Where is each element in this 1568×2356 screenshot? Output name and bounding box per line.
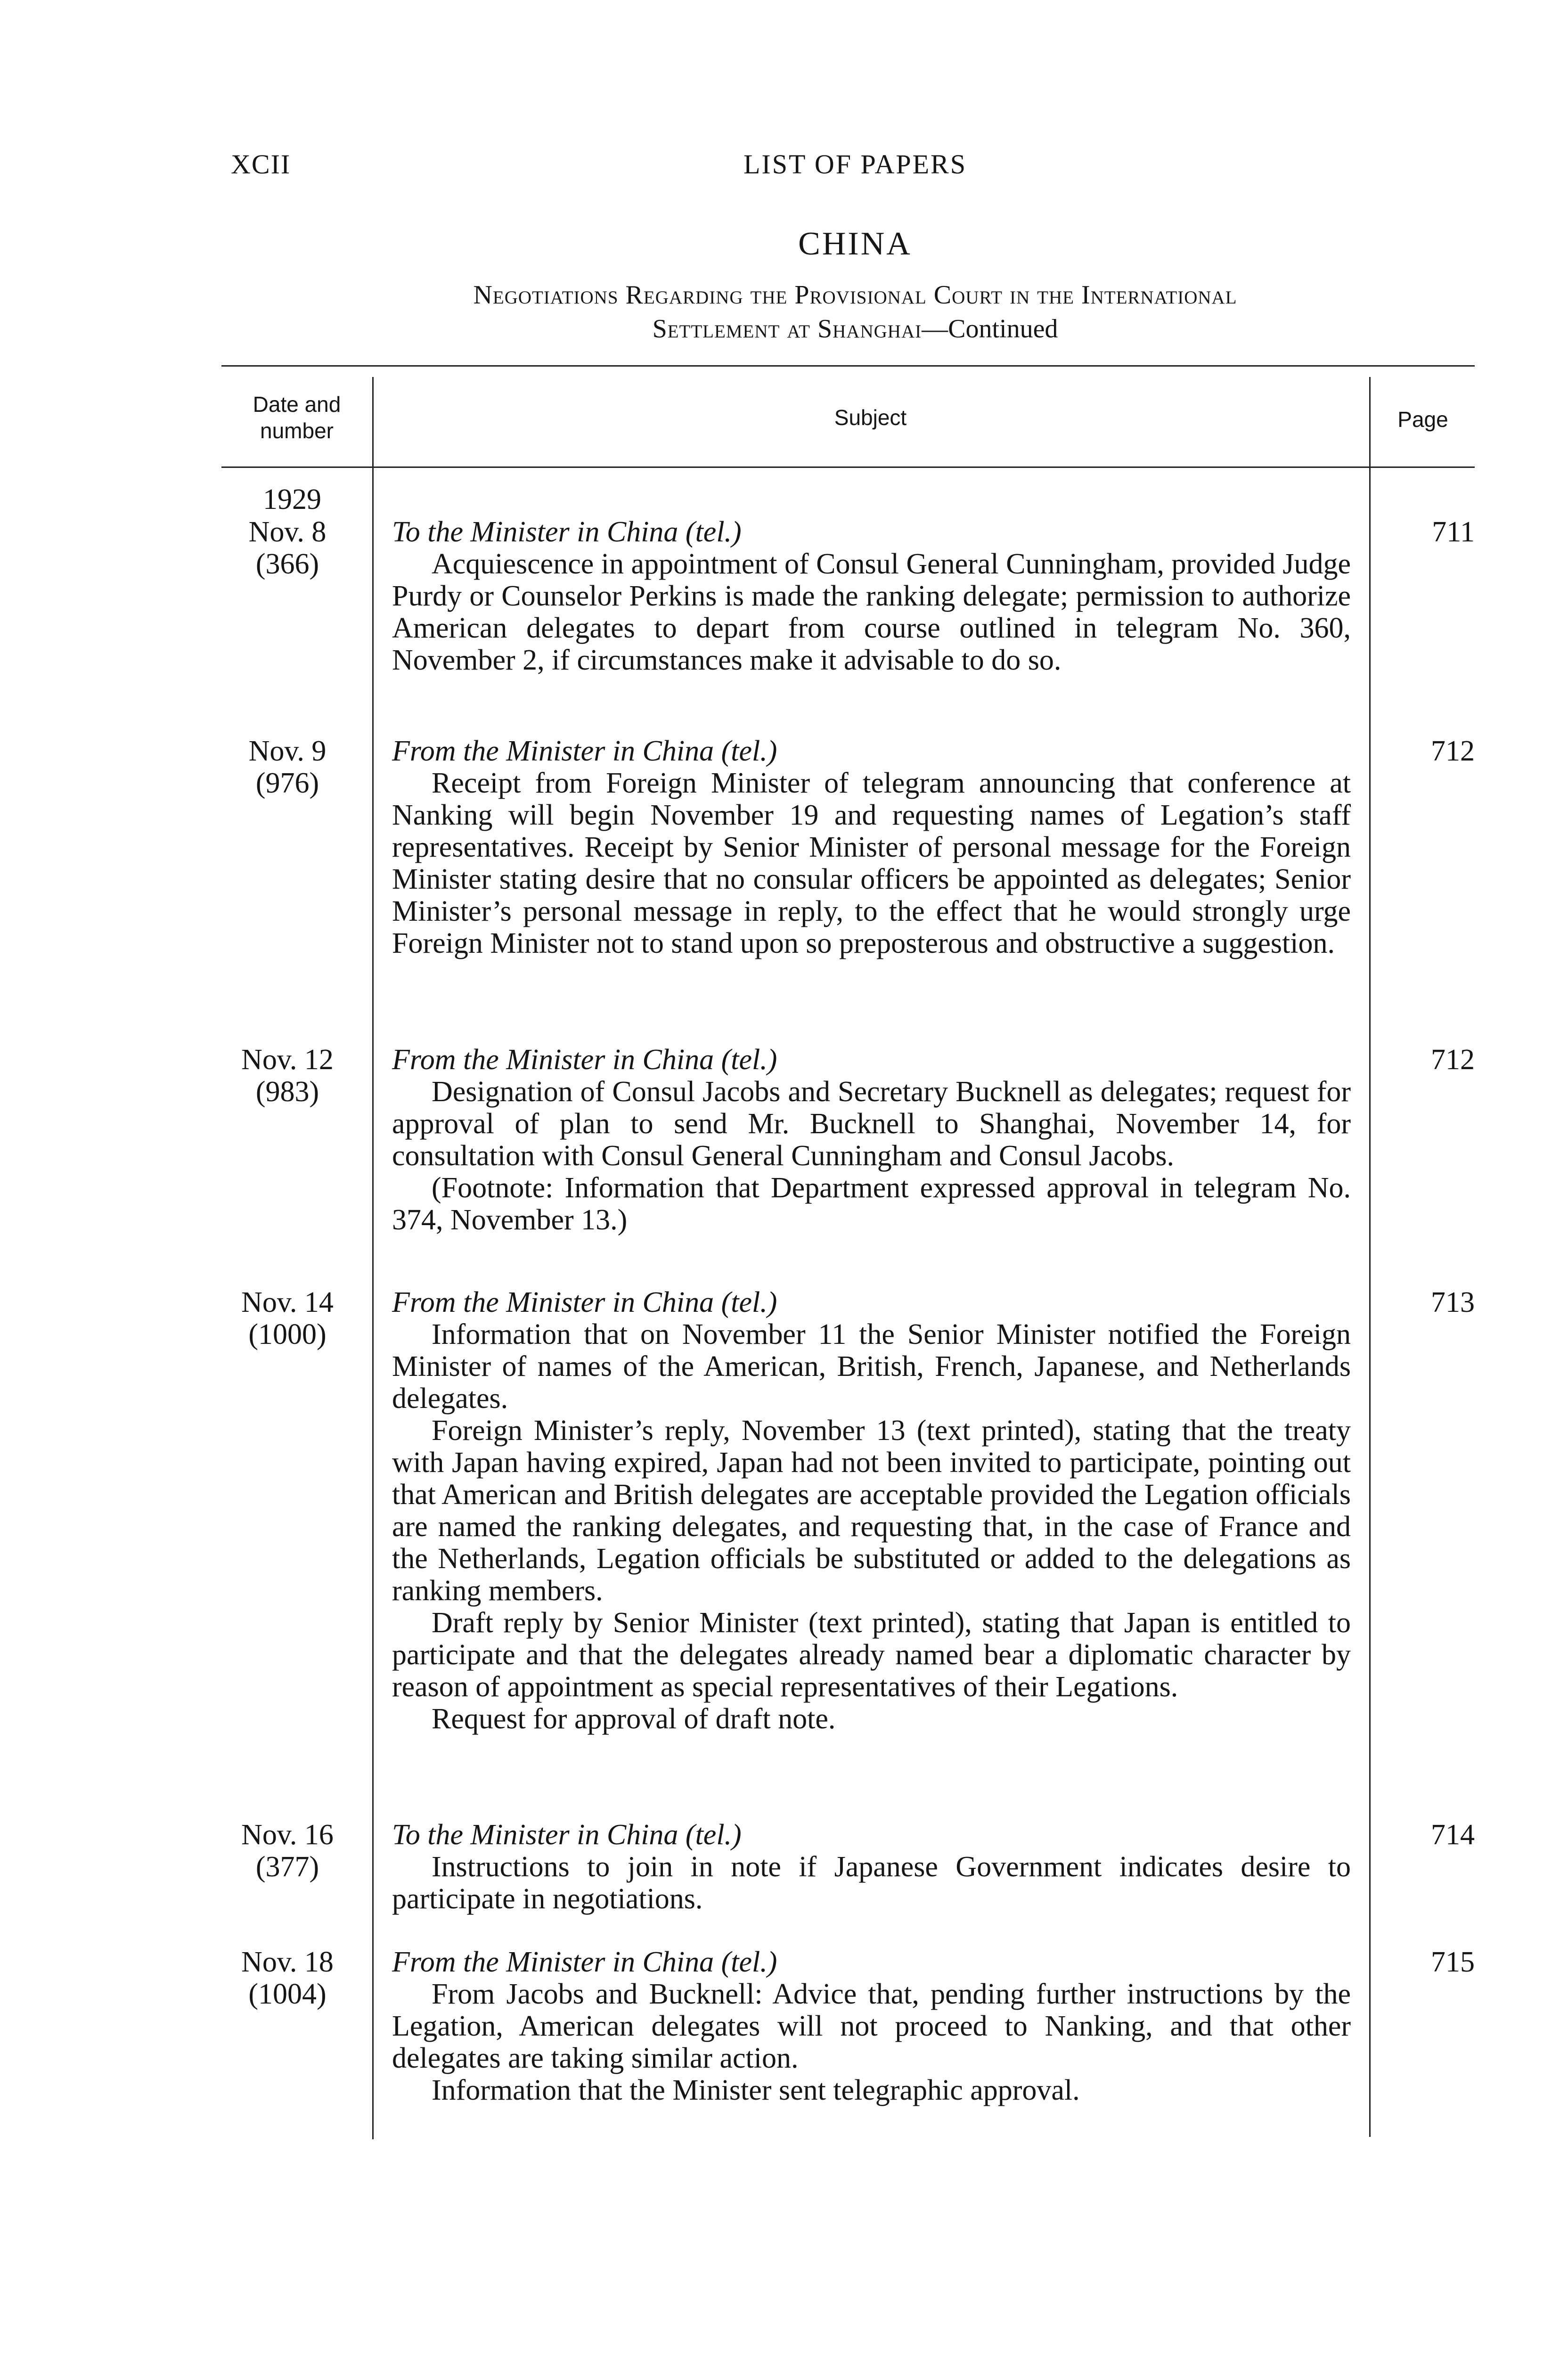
entry-number: (976) (255, 767, 319, 799)
column-header-subject (375, 404, 1366, 431)
entry-date-value: Nov. 14 (241, 1286, 334, 1318)
entry-heading: From the Minister in China (tel.) (392, 735, 777, 767)
entry-subject (392, 1286, 1351, 1735)
entry-page: 712 (1431, 1044, 1475, 1076)
entry-paragraph: Request for approval of draft note. (432, 1703, 836, 1735)
entry-heading: To the Minister in China (tel.) (392, 516, 742, 548)
entry-date (221, 735, 353, 799)
entry-paragraph: Foreign Minister’s reply, November 13 (text printed), stating that the treaty with Japan having expired, Japan had not been invited to participate, pointing out that American and British delegates are acceptable provided the Legation officials are named the ranking delegates, and requesting that, in the case of France and the Netherlands, Legation officials be substituted or added to the delegations as ranking members. (392, 1415, 1351, 1607)
entry-subject (392, 1044, 1351, 1236)
section-heading (221, 278, 1489, 346)
entry-date (221, 1044, 353, 1108)
entry-page: 715 (1431, 1946, 1475, 1978)
entry-heading: From the Minister in China (tel.) (392, 1946, 777, 1978)
column-header-date-label: Date and number (253, 392, 341, 443)
table-header-rule (221, 466, 1475, 468)
entry-paragraph: Receipt from Foreign Minister of telegram announcing that conference at Nanking will begin November 19 and requesting names of Legation’s staff representatives. Receipt by Senior Minister of personal message for the Foreign Minister stating desire that no consular officers be appointed as delegates; Senior Minister’s personal message in reply, to the effect that he would strongly urge Foreign Minister not to stand upon so preposterous and obstructive a suggestion. (392, 767, 1351, 959)
section-heading-line1: Negotiations Regarding the Provisional Court in the International (473, 280, 1237, 310)
entry-date-value: Nov. 16 (241, 1819, 334, 1851)
entry-date-value: Nov. 8 (248, 516, 327, 548)
entry-date (221, 516, 353, 580)
entry-date (221, 1819, 353, 1883)
section-heading-line2-continued: —Continued (922, 314, 1058, 344)
entry-paragraph: Draft reply by Senior Minister (text printed), stating that Japan is entitled to participate and that the delegates already named bear a diplomatic character by reason of appointment as special representatives of their Legations. (392, 1607, 1351, 1703)
table-top-rule (221, 365, 1475, 367)
column-header-page (1371, 406, 1475, 433)
section-heading-line2 (221, 312, 1489, 346)
entry-date-value: Nov. 12 (241, 1044, 334, 1076)
entry-number: (1000) (248, 1318, 327, 1350)
section-heading-line2-smallcaps: Settlement at Shanghai (652, 314, 922, 344)
column-header-page-label: Page (1397, 407, 1448, 432)
column-divider-right (1369, 377, 1371, 2137)
entry-number: (366) (255, 548, 319, 580)
column-header-date (226, 391, 368, 444)
entry-paragraph: Information that the Minister sent telegraphic approval. (432, 2074, 1080, 2106)
entry-heading: From the Minister in China (tel.) (392, 1286, 777, 1318)
entry-subject (392, 516, 1351, 676)
running-head (231, 148, 1479, 186)
entry-page: 713 (1431, 1286, 1475, 1318)
entry-date-value: Nov. 9 (248, 735, 327, 767)
entry-paragraph: Designation of Consul Jacobs and Secretary Bucknell as delegates; request for approval of plan to send Mr. Bucknell to Shanghai, November 14, for consultation with Consul General Cunningham and Consul Jacobs. (392, 1076, 1351, 1172)
entry-subject (392, 735, 1351, 959)
entry-page: 712 (1431, 735, 1475, 767)
country-heading: CHINA (798, 226, 912, 262)
column-divider-left (372, 377, 374, 2139)
entry-date (221, 1946, 353, 2010)
entry-paragraph: Information that on November 11 the Senior Minister notified the Foreign Minister of names of the American, British, French, Japanese, and Netherlands delegates. (392, 1318, 1351, 1415)
entry-page: 714 (1431, 1819, 1475, 1851)
column-header-subject-label: Subject (834, 405, 907, 430)
entry-paragraph: Instructions to join in note if Japanese Government indicates desire to participate in negotiations. (392, 1851, 1351, 1915)
folio: XCII (231, 149, 291, 180)
entry-heading: To the Minister in China (tel.) (392, 1819, 742, 1851)
entry-date (221, 1286, 353, 1350)
entry-subject (392, 1946, 1351, 2106)
entry-subject (392, 1819, 1351, 1915)
entry-number: (1004) (248, 1978, 327, 2010)
entry-paragraph: Acquiescence in appointment of Consul General Cunningham, provided Judge Purdy or Counselor Perkins is made the ranking delegate; permission to authorize American delegates to depart from course outlined in telegram No. 360, November 2, if circumstances make it advisable to do so. (392, 548, 1351, 676)
entry-footnote: (Footnote: Information that Department expressed approval in telegram No. 374, November 13.) (392, 1172, 1351, 1236)
entry-paragraph: From Jacobs and Bucknell: Advice that, pending further instructions by the Legation, American delegates will not proceed to Nanking, and that other delegates are taking similar action. (392, 1978, 1351, 2074)
entry-page: 711 (1432, 516, 1475, 548)
entry-number: (377) (255, 1851, 319, 1883)
year-label: 1929 (263, 483, 321, 515)
entry-number: (983) (255, 1076, 319, 1108)
entry-heading: From the Minister in China (tel.) (392, 1044, 777, 1076)
entry-date-value: Nov. 18 (241, 1946, 334, 1978)
running-title: LIST OF PAPERS (743, 149, 967, 180)
